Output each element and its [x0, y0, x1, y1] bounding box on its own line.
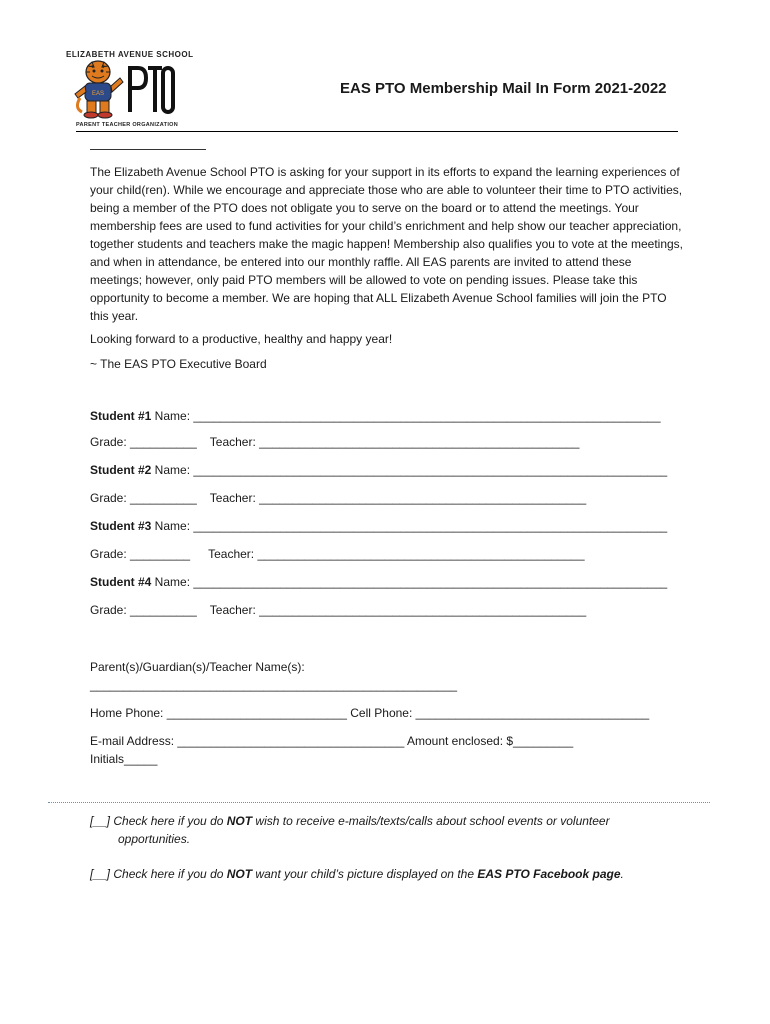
student-2-grade-row	[90, 491, 586, 505]
student-4-grade-row	[90, 603, 586, 617]
home-phone-field[interactable]: ___________________________	[166, 706, 347, 720]
optout-text: wish to receive e-mails/texts/calls about school events or volunteer	[252, 814, 610, 828]
initials-row	[90, 752, 157, 766]
home-phone-label: Home Phone:	[90, 706, 167, 720]
header-divider	[76, 131, 678, 132]
initials-field[interactable]: _____	[124, 752, 158, 766]
grade-field[interactable]: __________	[130, 491, 197, 505]
name-label: Name:	[151, 463, 194, 477]
student-label: Student #2	[90, 463, 152, 477]
student-3-name-row[interactable]	[90, 519, 667, 533]
email-optout[interactable]	[90, 812, 690, 848]
grade-field[interactable]: __________	[130, 435, 197, 449]
signature-line: ~ The EAS PTO Executive Board	[90, 357, 267, 371]
teacher-field[interactable]: _________________________________________________	[259, 491, 587, 505]
teacher-label: Teacher:	[208, 547, 258, 561]
name-field[interactable]: ______________________________________________________________________	[193, 409, 661, 423]
intro-paragraph: The Elizabeth Avenue School PTO is asking for your support in its efforts to expand the learning experiences of your child(ren). While we encourage and appreciate those who are able to volunteer their time to PTO activities, being a member of the PTO does not obligate you to serve on the board or to attend the meetings. Your membership fees are used to fund activities for your child’s enrichment and help show our teacher appreciation, together students and teachers make the magic happen! Membership also qualifies you to vote at the meetings, and when in attendance, be entered into our monthly raffle. All EAS parents are invited to attend these meetings; however, only paid PTO members will be allowed to vote on pending issues. Please take this opportunity to become a member. We are hoping that ALL Elizabeth Avenue School families will join the PTO this year.	[90, 165, 684, 323]
optout-text-cont: opportunities.	[118, 832, 191, 846]
teacher-field[interactable]: _________________________________________________	[259, 603, 587, 617]
teacher-field[interactable]: ________________________________________________	[259, 435, 580, 449]
optout-not: NOT	[226, 814, 253, 828]
cell-phone-label: Cell Phone:	[346, 706, 416, 720]
logo-org-name: PARENT TEACHER ORGANIZATION	[76, 122, 179, 128]
facebook-page-text: EAS PTO Facebook page	[477, 867, 621, 881]
optout-not: NOT	[226, 867, 253, 881]
pto-logo	[72, 58, 177, 125]
teacher-label: Teacher:	[209, 603, 260, 617]
student-2-name-row[interactable]	[90, 463, 667, 477]
photo-optout[interactable]	[90, 865, 624, 883]
optout-text: Check here if you do	[110, 867, 227, 881]
teacher-field[interactable]: _________________________________________________	[257, 547, 585, 561]
teacher-label: Teacher:	[209, 491, 260, 505]
name-field[interactable]: _______________________________________________________________________	[193, 463, 668, 477]
tiger-mascot-icon	[75, 61, 123, 118]
student-label: Student #1	[90, 409, 152, 423]
grade-label: Grade:	[90, 547, 131, 561]
amount-label: Amount enclosed: $	[404, 734, 514, 748]
pto-wordmark	[130, 68, 173, 112]
optout-text: want your child’s picture displayed on the	[252, 867, 478, 881]
parent-name-field[interactable]: _______________________________________________________	[90, 678, 458, 692]
cell-phone-field[interactable]: ___________________________________	[415, 706, 650, 720]
email-optout-checkbox[interactable]: [__]	[90, 814, 111, 828]
student-label: Student #4	[90, 575, 152, 589]
email-field[interactable]: __________________________________	[177, 734, 405, 748]
optout-text: Check here if you do	[110, 814, 227, 828]
name-label: Name:	[151, 519, 194, 533]
amount-field[interactable]: _________	[513, 734, 574, 748]
student-4-name-row[interactable]	[90, 575, 667, 589]
name-label: Name:	[151, 409, 194, 423]
closing-line: Looking forward to a productive, healthy and happy year!	[90, 332, 393, 346]
optout-text: .	[620, 867, 624, 881]
initials-label: Initials	[90, 752, 125, 766]
short-divider	[90, 149, 206, 150]
grade-label: Grade:	[90, 435, 131, 449]
name-label: Name:	[151, 575, 194, 589]
email-row	[90, 734, 573, 748]
parent-label: Parent(s)/Guardian(s)/Teacher Name(s):	[90, 660, 305, 674]
name-field[interactable]: _______________________________________________________________________	[193, 519, 668, 533]
student-3-grade-row	[90, 547, 585, 561]
svg-text:EAS: EAS	[91, 91, 105, 97]
photo-optout-checkbox[interactable]: [__]	[90, 867, 111, 881]
email-label: E-mail Address:	[90, 734, 178, 748]
grade-label: Grade:	[90, 491, 131, 505]
logo-school-name: ELIZABETH AVENUE SCHOOL	[66, 50, 194, 59]
student-label: Student #3	[90, 519, 152, 533]
student-1-name-row[interactable]	[90, 409, 661, 423]
phone-row	[90, 706, 649, 720]
student-1-grade-row	[90, 435, 579, 449]
name-field[interactable]: _______________________________________________________________________	[193, 575, 668, 589]
page-title: EAS PTO Membership Mail In Form 2021-2022	[340, 80, 667, 97]
teacher-label: Teacher:	[209, 435, 260, 449]
grade-field[interactable]: _________	[130, 547, 191, 561]
dotted-divider	[48, 802, 710, 803]
grade-label: Grade:	[90, 603, 131, 617]
grade-field[interactable]: __________	[130, 603, 197, 617]
